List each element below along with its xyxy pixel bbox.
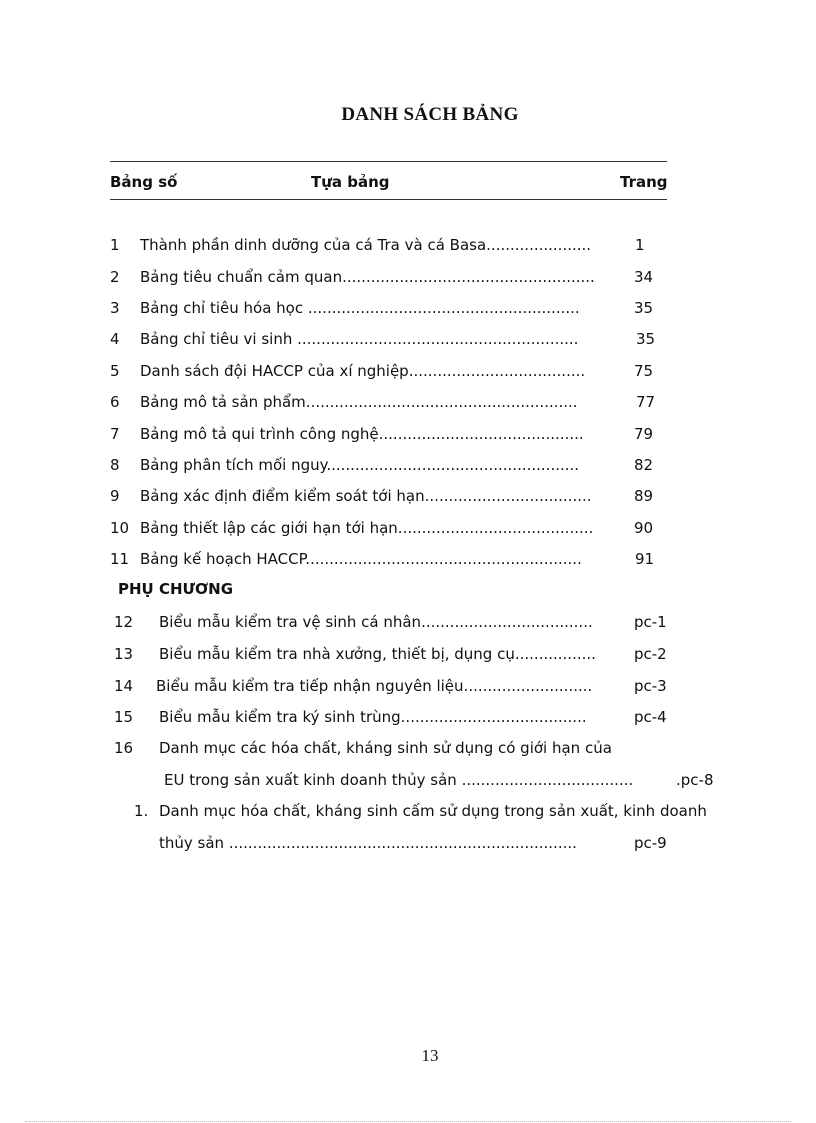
entry-number: 2 [110, 268, 120, 286]
dot-leader: ........................................... [378, 425, 584, 443]
page-title: DANH SÁCH BẢNG [341, 104, 519, 125]
appendix-heading: PHỤ CHƯƠNG [118, 580, 234, 598]
entry-number: 1. [134, 802, 149, 820]
appendix-entry[interactable] [114, 676, 667, 696]
dot-leader: ................. [514, 645, 596, 663]
appendix-entry[interactable] [114, 707, 667, 727]
entry-page: 75 [634, 362, 654, 380]
entry-page: pc-4 [634, 708, 667, 726]
header-bottom-rule [110, 199, 667, 200]
dot-leader: ..................................................... [326, 456, 580, 474]
entry-number: 9 [110, 487, 120, 505]
toc-entry[interactable] [110, 329, 656, 349]
entry-title: thủy sản ......................................................................... [159, 834, 577, 852]
dot-leader: ......................................... [397, 519, 594, 537]
entry-title: Bảng mô tả qui trình công nghệ........................................... [140, 425, 584, 443]
appendix-entry-continuation[interactable] [164, 770, 714, 790]
entry-number: 15 [114, 708, 134, 726]
column-header-table-number: Bảng số [110, 173, 178, 191]
toc-entry[interactable] [110, 392, 656, 412]
entry-page: 89 [634, 487, 654, 505]
toc-entry[interactable] [110, 361, 654, 381]
entry-page: pc-9 [634, 834, 667, 852]
entry-title: Danh sách đội HACCP của xí nghiệp..................................... [140, 362, 586, 380]
entry-number: 3 [110, 299, 120, 317]
entry-title: Bảng chỉ tiêu vi sinh ........................................................... [140, 330, 579, 348]
entry-page: 35 [634, 299, 654, 317]
entry-page: 79 [634, 425, 654, 443]
entry-page: 82 [634, 456, 654, 474]
page-bottom-border [25, 1121, 791, 1122]
entry-title: Bảng kế hoạch HACCP.......................................................... [140, 550, 582, 568]
entry-page: 90 [634, 519, 654, 537]
entry-number: 7 [110, 425, 120, 443]
header-top-rule [110, 161, 667, 162]
dot-leader: ......................................................... [305, 393, 578, 411]
dot-leader: ................................... [424, 487, 592, 505]
entry-page: 34 [634, 268, 654, 286]
toc-entry[interactable] [110, 424, 654, 444]
entry-number: 14 [114, 677, 134, 695]
dot-leader: .................................... [456, 771, 634, 789]
dot-leader: ....................................... [400, 708, 587, 726]
page-number: 13 [421, 1046, 439, 1065]
entry-title: EU trong sản xuất kinh doanh thủy sản .................................... [164, 771, 634, 789]
toc-entry[interactable] [110, 267, 654, 287]
entry-title: Biểu mẫu kiểm tra tiếp nhận nguyên liệu........................... [156, 677, 593, 695]
dot-leader: .......................................................... [305, 550, 582, 568]
entry-number: 5 [110, 362, 120, 380]
column-header-table-title: Tựa bảng [311, 173, 390, 191]
toc-entry[interactable] [110, 298, 654, 318]
dot-leader: ..................................................... [342, 268, 595, 286]
dot-leader: .................................... [421, 613, 593, 631]
entry-number: 13 [114, 645, 134, 663]
entry-title: Biểu mẫu kiểm tra vệ sinh cá nhân.................................... [159, 613, 593, 631]
entry-title: Biểu mẫu kiểm tra nhà xưởng, thiết bị, dụng cụ................. [159, 645, 596, 663]
entry-title: Bảng chỉ tiêu hóa học ......................................................... [140, 299, 580, 317]
toc-entry[interactable] [110, 518, 654, 538]
entry-number: 8 [110, 456, 120, 474]
appendix-entry[interactable] [114, 612, 667, 632]
entry-page: pc-2 [634, 645, 667, 663]
toc-entry[interactable] [110, 455, 654, 475]
entry-title: Danh mục các hóa chất, kháng sinh sử dụng có giới hạn của [159, 739, 612, 757]
entry-number: 16 [114, 739, 134, 757]
dot-leader: ......................................................................... [224, 834, 577, 852]
entry-title: Bảng xác định điểm kiểm soát tới hạn................................... [140, 487, 592, 505]
dot-leader: ...................... [486, 236, 592, 254]
entry-number: 1 [110, 236, 120, 254]
toc-entry[interactable] [110, 549, 655, 569]
entry-number: 11 [110, 550, 130, 568]
entry-page: 77 [636, 393, 656, 411]
entry-title: Bảng tiêu chuẩn cảm quan..................................................... [140, 268, 595, 286]
appendix-entry[interactable] [134, 801, 707, 821]
toc-entry[interactable] [110, 235, 645, 255]
entry-title: Biểu mẫu kiểm tra ký sinh trùng....................................... [159, 708, 587, 726]
entry-page: 35 [636, 330, 656, 348]
entry-page: 1 [635, 236, 645, 254]
entry-page: pc-3 [634, 677, 667, 695]
entry-title: Thành phần dinh dưỡng của cá Tra và cá Basa...................... [140, 236, 592, 254]
entry-title: Bảng mô tả sản phẩm......................................................... [140, 393, 578, 411]
dot-leader: ........................... [463, 677, 593, 695]
entry-page: pc-1 [634, 613, 667, 631]
entry-number: 6 [110, 393, 120, 411]
dot-leader: ........................................................... [292, 330, 579, 348]
dot-leader: ......................................................... [303, 299, 580, 317]
entry-title: Danh mục hóa chất, kháng sinh cấm sử dụng trong sản xuất, kinh doanh [159, 802, 707, 820]
entry-page: 91 [635, 550, 655, 568]
entry-number: 12 [114, 613, 134, 631]
entry-number: 4 [110, 330, 120, 348]
appendix-entry[interactable] [114, 738, 612, 758]
entry-page: .pc-8 [676, 771, 714, 789]
entry-title: Bảng phân tích mối nguy..................................................... [140, 456, 580, 474]
appendix-entry-continuation[interactable] [159, 833, 667, 853]
entry-title: Bảng thiết lập các giới hạn tới hạn......................................... [140, 519, 594, 537]
entry-number: 10 [110, 519, 130, 537]
column-header-page: Trang [620, 173, 668, 191]
toc-entry[interactable] [110, 486, 654, 506]
appendix-entry[interactable] [114, 644, 667, 664]
dot-leader: ..................................... [408, 362, 586, 380]
